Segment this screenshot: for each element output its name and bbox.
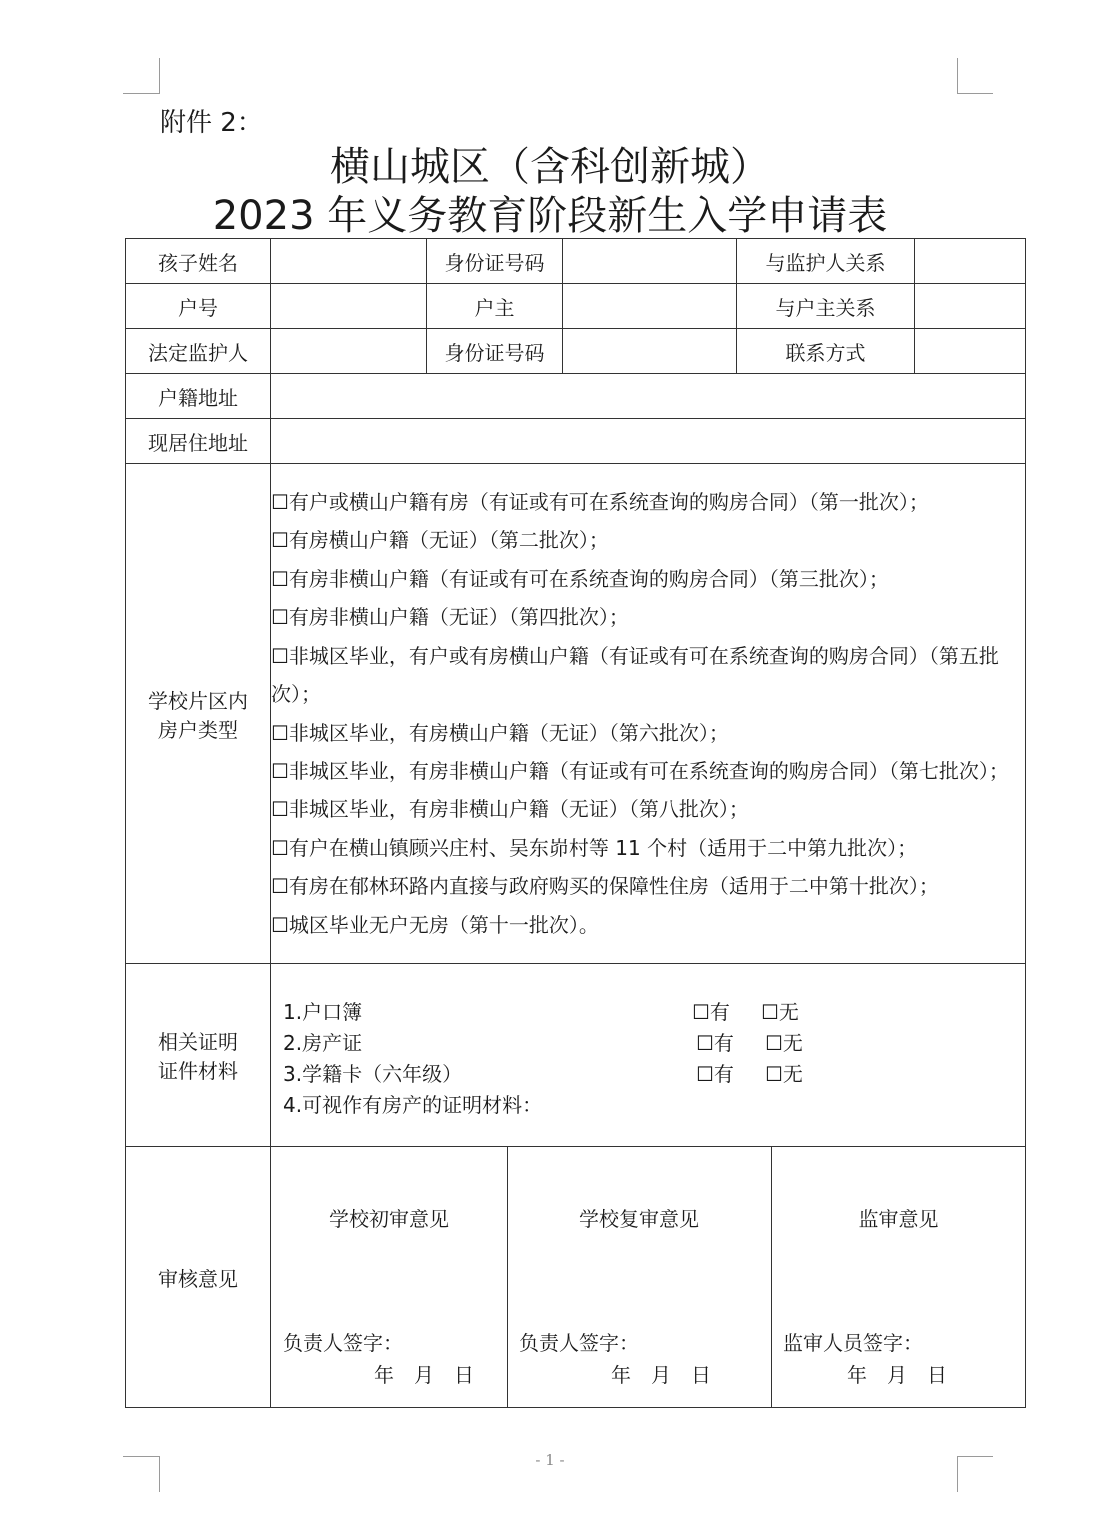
school-zone-label — [126, 464, 271, 964]
child-id-label: 身份证号码 — [427, 239, 563, 284]
householder-label: 户主 — [427, 284, 563, 329]
child-name-label: 孩子姓名 — [126, 239, 271, 284]
page-number: - 1 - — [535, 1451, 565, 1469]
zone-option-10[interactable]: ☐有房在郁林环路内直接与政府购买的保障性住房（适用于二中第十批次）； — [271, 874, 939, 899]
school-initial-review-heading: 学校初审意见 — [329, 1207, 449, 1231]
zone-option-7[interactable]: ☐非城区毕业，有房非横山户籍（有证或有可在系统查询的购房合同）（第七批次）； — [271, 758, 1009, 783]
zone-option-8[interactable]: ☐非城区毕业，有房非横山户籍（无证）（第八批次）； — [271, 797, 749, 822]
review-cell — [271, 1147, 1026, 1408]
relation-householder-field[interactable] — [915, 284, 1026, 329]
zone-option-4[interactable]: ☐有房非横山户籍（无证）（第四批次）； — [271, 605, 629, 630]
materials-label-line2: 证件材料 — [158, 1059, 238, 1083]
crop-mark-top-right-v — [957, 58, 958, 94]
material-item-1: 1.户口簿 — [283, 1000, 363, 1024]
table-row — [126, 239, 1026, 284]
child-id-field[interactable] — [563, 239, 737, 284]
initial-review-date[interactable]: 年 月 日 — [374, 1363, 474, 1387]
table-row — [126, 329, 1026, 374]
household-no-field[interactable] — [271, 284, 427, 329]
current-address-field[interactable] — [271, 419, 1026, 464]
materials-label — [126, 964, 271, 1147]
material-1-no-checkbox[interactable]: ☐无 — [761, 1000, 799, 1024]
guardian-id-label: 身份证号码 — [427, 329, 563, 374]
zone-option-9[interactable]: ☐有户在横山镇顾兴庄村、吴东峁村等 11 个村（适用于二中第九批次）； — [271, 835, 918, 860]
zone-option-1[interactable]: ☐有户或横山户籍有房（有证或有可在系统查询的购房合同）（第一批次）； — [271, 490, 929, 515]
school-zone-options — [271, 464, 1026, 964]
legal-guardian-label: 法定监护人 — [126, 329, 271, 374]
crop-mark-top-right-h — [957, 93, 993, 94]
child-name-field[interactable] — [271, 239, 427, 284]
application-form-table — [125, 238, 1026, 1408]
table-row — [126, 374, 1026, 419]
material-2-yes-checkbox[interactable]: ☐有 — [696, 1031, 734, 1055]
contact-field[interactable] — [915, 329, 1026, 374]
zone-option-11[interactable]: ☐城区毕业无户无房（第十一批次）。 — [271, 912, 599, 937]
registered-address-field[interactable] — [271, 374, 1026, 419]
current-address-label: 现居住地址 — [126, 419, 271, 464]
supervisor-signature[interactable]: 监审人员签字： — [783, 1331, 923, 1355]
supervision-review-date[interactable]: 年 月 日 — [847, 1363, 947, 1387]
table-row — [126, 284, 1026, 329]
review-divider-2 — [771, 1147, 772, 1407]
review-label: 审核意见 — [126, 1147, 271, 1408]
zone-option-2[interactable]: ☐有房横山户籍（无证）（第二批次）； — [271, 528, 609, 553]
material-item-3: 3.学籍卡（六年级） — [283, 1062, 463, 1086]
school-zone-label-line1: 学校片区内 — [148, 688, 248, 713]
form-title-line1: 横山城区（含科创新城） — [330, 144, 770, 190]
material-3-no-checkbox[interactable]: ☐无 — [765, 1062, 803, 1086]
initial-responsible-signature[interactable]: 负责人签字： — [283, 1331, 403, 1355]
table-row — [126, 964, 1026, 1147]
guardian-id-field[interactable] — [563, 329, 737, 374]
material-3-yes-checkbox[interactable]: ☐有 — [696, 1062, 734, 1086]
form-title-line2: 2023 年义务教育阶段新生入学申请表 — [212, 193, 888, 239]
householder-field[interactable] — [563, 284, 737, 329]
material-2-no-checkbox[interactable]: ☐无 — [765, 1031, 803, 1055]
review-divider-1 — [507, 1147, 508, 1407]
material-item-2: 2.房产证 — [283, 1031, 363, 1055]
supervision-review-heading: 监审意见 — [858, 1207, 939, 1231]
school-recheck-review-heading: 学校复审意见 — [579, 1207, 699, 1231]
relation-guardian-field[interactable] — [915, 239, 1026, 284]
household-no-label: 户号 — [126, 284, 271, 329]
attachment-label: 附件 2： — [160, 108, 263, 138]
table-row — [126, 419, 1026, 464]
recheck-responsible-signature[interactable]: 负责人签字： — [519, 1331, 639, 1355]
materials-label-line1: 相关证明 — [158, 1030, 238, 1054]
zone-option-3[interactable]: ☐有房非横山户籍（有证或有可在系统查询的购房合同）（第三批次）； — [271, 566, 889, 591]
material-item-4: 4.可视作有房产的证明材料： — [283, 1093, 543, 1117]
school-zone-label-line2: 房户类型 — [158, 717, 238, 742]
registered-address-label: 户籍地址 — [126, 374, 271, 419]
material-1-yes-checkbox[interactable]: ☐有 — [692, 1000, 730, 1024]
table-row — [126, 464, 1026, 964]
contact-label: 联系方式 — [737, 329, 915, 374]
crop-mark-top-left-v — [159, 58, 160, 94]
table-row — [126, 1147, 1026, 1408]
crop-mark-top-left-h — [123, 93, 160, 94]
zone-option-6[interactable]: ☐非城区毕业，有房横山户籍（无证）（第六批次）； — [271, 720, 729, 745]
recheck-review-date[interactable]: 年 月 日 — [611, 1363, 711, 1387]
legal-guardian-field[interactable] — [271, 329, 427, 374]
relation-householder-label: 与户主关系 — [737, 284, 915, 329]
relation-guardian-label: 与监护人关系 — [737, 239, 915, 284]
materials-cell — [271, 964, 1026, 1147]
zone-option-5[interactable]: ☐非城区毕业，有户或有房横山户籍（有证或有可在系统查询的购房合同）（第五批次）； — [271, 643, 999, 707]
